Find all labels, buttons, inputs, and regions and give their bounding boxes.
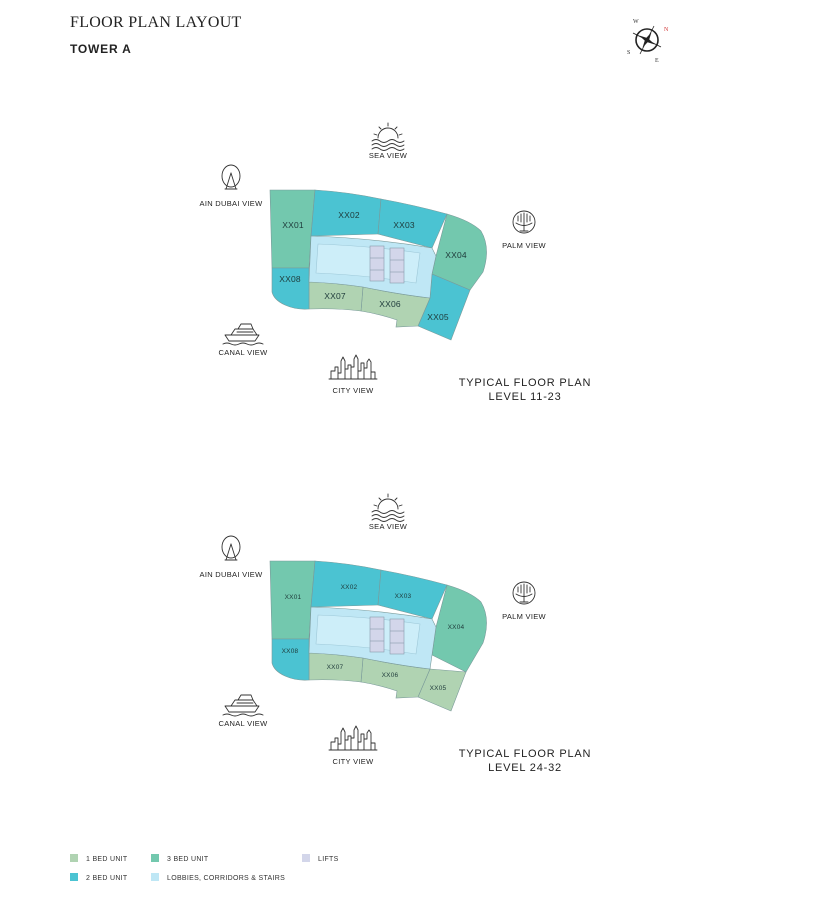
yacht-icon [223,695,263,716]
ain-dubai-icon [222,165,240,189]
unit-label-xx02: XX02 [340,584,358,591]
lift-core-left [370,617,384,652]
sea-view-icon [372,123,404,151]
unit-label-xx07: XX07 [326,664,344,671]
compass-icon [627,19,669,64]
legend-swatch-1-bed [70,854,78,862]
compass-north: N [664,27,669,33]
ain-dubai-view-label: AIN DUBAI VIEW [199,199,263,208]
unit-label-xx03: XX03 [394,593,412,600]
legend-label-lifts: LIFTS [318,856,339,863]
unit-label-xx04: XX04 [445,250,467,260]
legend-swatch-3-bed [151,854,159,862]
unit-label-xx07: XX07 [324,291,346,301]
unit-xx08[interactable] [272,639,309,680]
city-skyline-icon [329,355,377,379]
lift-core-right [390,248,404,283]
palm-view-label: PALM VIEW [502,241,546,250]
plan-caption-line1: TYPICAL FLOOR PLAN [458,377,592,389]
unit-label-xx03: XX03 [393,220,415,230]
palm-view-label: PALM VIEW [502,612,546,621]
unit-label-xx01: XX01 [282,220,304,230]
sea-view-label: SEA VIEW [368,151,408,160]
unit-label-xx06: XX06 [381,672,399,679]
city-view-label: CITY VIEW [332,386,374,395]
city-view-label: CITY VIEW [332,757,374,766]
unit-label-xx05: XX05 [429,685,447,692]
compass-south: S [627,50,631,56]
lift-core-right [390,619,404,654]
lift-core-left [370,246,384,281]
plan-caption-line2: LEVEL 11-23 [488,391,562,403]
legend-label-3-bed: 3 BED UNIT [167,856,209,863]
unit-label-xx06: XX06 [379,299,401,309]
unit-label-xx05: XX05 [427,312,449,322]
palm-icon [513,211,535,233]
canal-view-label: CANAL VIEW [218,719,268,728]
compass-west: W [633,19,639,25]
legend-swatch-2-bed [70,873,78,881]
ain-dubai-view-label: AIN DUBAI VIEW [199,570,263,579]
legend [70,854,339,882]
ain-dubai-icon [222,536,240,560]
plan-caption-line1: TYPICAL FLOOR PLAN [458,748,592,760]
page-title: FLOOR PLAN LAYOUT [70,14,242,31]
floor-plan-level-24-32 [200,494,592,774]
unit-label-xx01: XX01 [284,594,302,601]
compass-east: E [655,58,659,64]
legend-label-lobbies: LOBBIES, CORRIDORS & STAIRS [167,875,286,882]
plan-caption-line2: LEVEL 24-32 [488,762,562,774]
canal-view-label: CANAL VIEW [218,348,268,357]
legend-swatch-lobbies [151,873,159,881]
unit-label-xx02: XX02 [338,210,360,220]
unit-label-xx08: XX08 [281,648,299,655]
sea-view-icon [372,494,404,522]
unit-label-xx04: XX04 [447,624,465,631]
yacht-icon [223,324,263,345]
sea-view-label: SEA VIEW [368,522,408,531]
legend-swatch-lifts [302,854,310,862]
unit-label-xx08: XX08 [279,274,301,284]
city-skyline-icon [329,726,377,750]
floor-plan-level-11-23 [200,123,592,403]
legend-label-1-bed: 1 BED UNIT [86,856,128,863]
tower-subtitle: TOWER A [70,42,132,56]
unit-xx03[interactable] [378,570,447,619]
legend-label-2-bed: 2 BED UNIT [86,875,128,882]
palm-icon [513,582,535,604]
